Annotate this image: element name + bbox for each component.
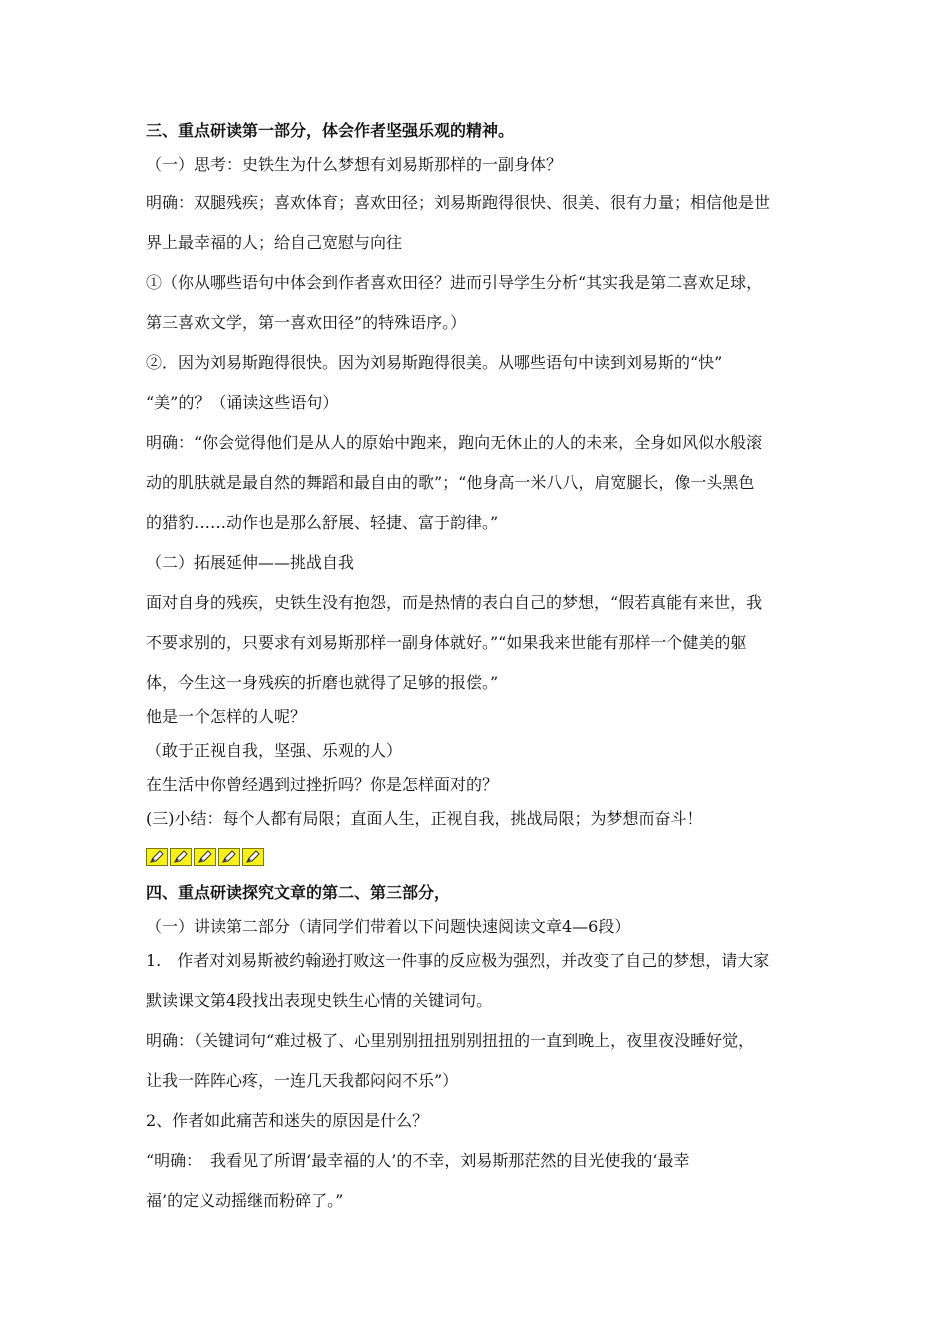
- paragraph-line: ②．因为刘易斯跑得很快。因为刘易斯跑得很美。从哪些语句中读到刘易斯的“快”: [146, 353, 723, 372]
- paragraph-line: 面对自身的残疾，史铁生没有抱怨，而是热情的表白自己的梦想，“假若真能有来世，我: [146, 593, 763, 612]
- pencil-icon: [146, 848, 168, 866]
- subsection-heading: （一）讲读第二部分（请同学们带着以下问题快速阅读文章4—6段）: [146, 917, 631, 936]
- paragraph-line: （一）思考：史铁生为什么梦想有刘易斯那样的一副身体？: [146, 155, 563, 174]
- paragraph-line: “美”的？（诵读这些语句）: [146, 393, 339, 412]
- pencil-icon: [242, 848, 264, 866]
- paragraph-line: 明确：“你会觉得他们是从人的原始中跑来，跑向无休止的人的未来，全身如风似水般滚: [146, 433, 763, 452]
- paragraph-line: 体，今生这一身残疾的折磨也就得了足够的报偿。”: [146, 673, 499, 692]
- subsection-heading: （二）拓展延伸——挑战自我: [146, 553, 355, 572]
- pencil-icon: [170, 848, 192, 866]
- paragraph-line: 2、作者如此痛苦和迷失的原因是什么？: [146, 1111, 429, 1130]
- paragraph-line: 不要求别的，只要求有刘易斯那样一副身体就好。”“如果我来世能有那样一个健美的躯: [146, 633, 747, 652]
- paragraph-line: 默读课文第4段找出表现史铁生心情的关键词句。: [146, 991, 493, 1010]
- paragraph-line: 界上最幸福的人；给自己宽慰与向往: [146, 233, 403, 252]
- section-heading-4: 四、重点研读探究文章的第二、第三部分，: [146, 883, 451, 902]
- paragraph-line: ①（你从哪些语句中体会到作者喜欢田径？进而引导学生分析“其实我是第二喜欢足球，: [146, 273, 763, 292]
- pencil-icon: [218, 848, 240, 866]
- paragraph-line: “明确： 我看见了所谓‘最幸福的人’的不幸，刘易斯那茫然的目光使我的‘最幸: [146, 1151, 690, 1170]
- pencil-icon: [194, 848, 216, 866]
- document-body: [146, 120, 810, 1230]
- paragraph-line: 明确：双腿残疾；喜欢体育；喜欢田径；刘易斯跑得很快、很美、很有力量；相信他是世: [146, 193, 771, 212]
- section-heading-3: 三、重点研读第一部分，体会作者坚强乐观的精神。: [146, 121, 515, 140]
- paragraph-line: （敢于正视自我，坚强、乐观的人）: [146, 741, 403, 760]
- paragraph-line: 动的肌肤就是最自然的舞蹈和最自由的歌”；“他身高一米八八，肩宽腿长，像一头黑色: [146, 473, 755, 492]
- pencil-icon-strip: [146, 848, 810, 868]
- paragraph-line: 在生活中你曾经遇到过挫折吗？你是怎样面对的？: [146, 775, 499, 794]
- paragraph-line: 福’的定义动摇继而粉碎了。”: [146, 1191, 344, 1210]
- paragraph-line: 他是一个怎样的人呢？: [146, 707, 307, 726]
- paragraph-line: 1. 作者对刘易斯被约翰逊打败这一件事的反应极为强烈，并改变了自己的梦想，请大家: [146, 951, 770, 970]
- paragraph-line: 明确：（关键词句“难过极了、心里别别扭扭别别扭扭的一直到晚上，夜里夜没睡好觉，: [146, 1031, 755, 1050]
- paragraph-line: 让我一阵阵心疼，一连几天我都闷闷不乐”）: [146, 1071, 459, 1090]
- paragraph-line: 第三喜欢文学，第一喜欢田径”的特殊语序。）: [146, 313, 467, 332]
- paragraph-line: 的猎豹……动作也是那么舒展、轻捷、富于韵律。”: [146, 513, 499, 532]
- summary-line: (三)小结：每个人都有局限；直面人生，正视自我，挑战局限；为梦想而奋斗！: [146, 809, 703, 828]
